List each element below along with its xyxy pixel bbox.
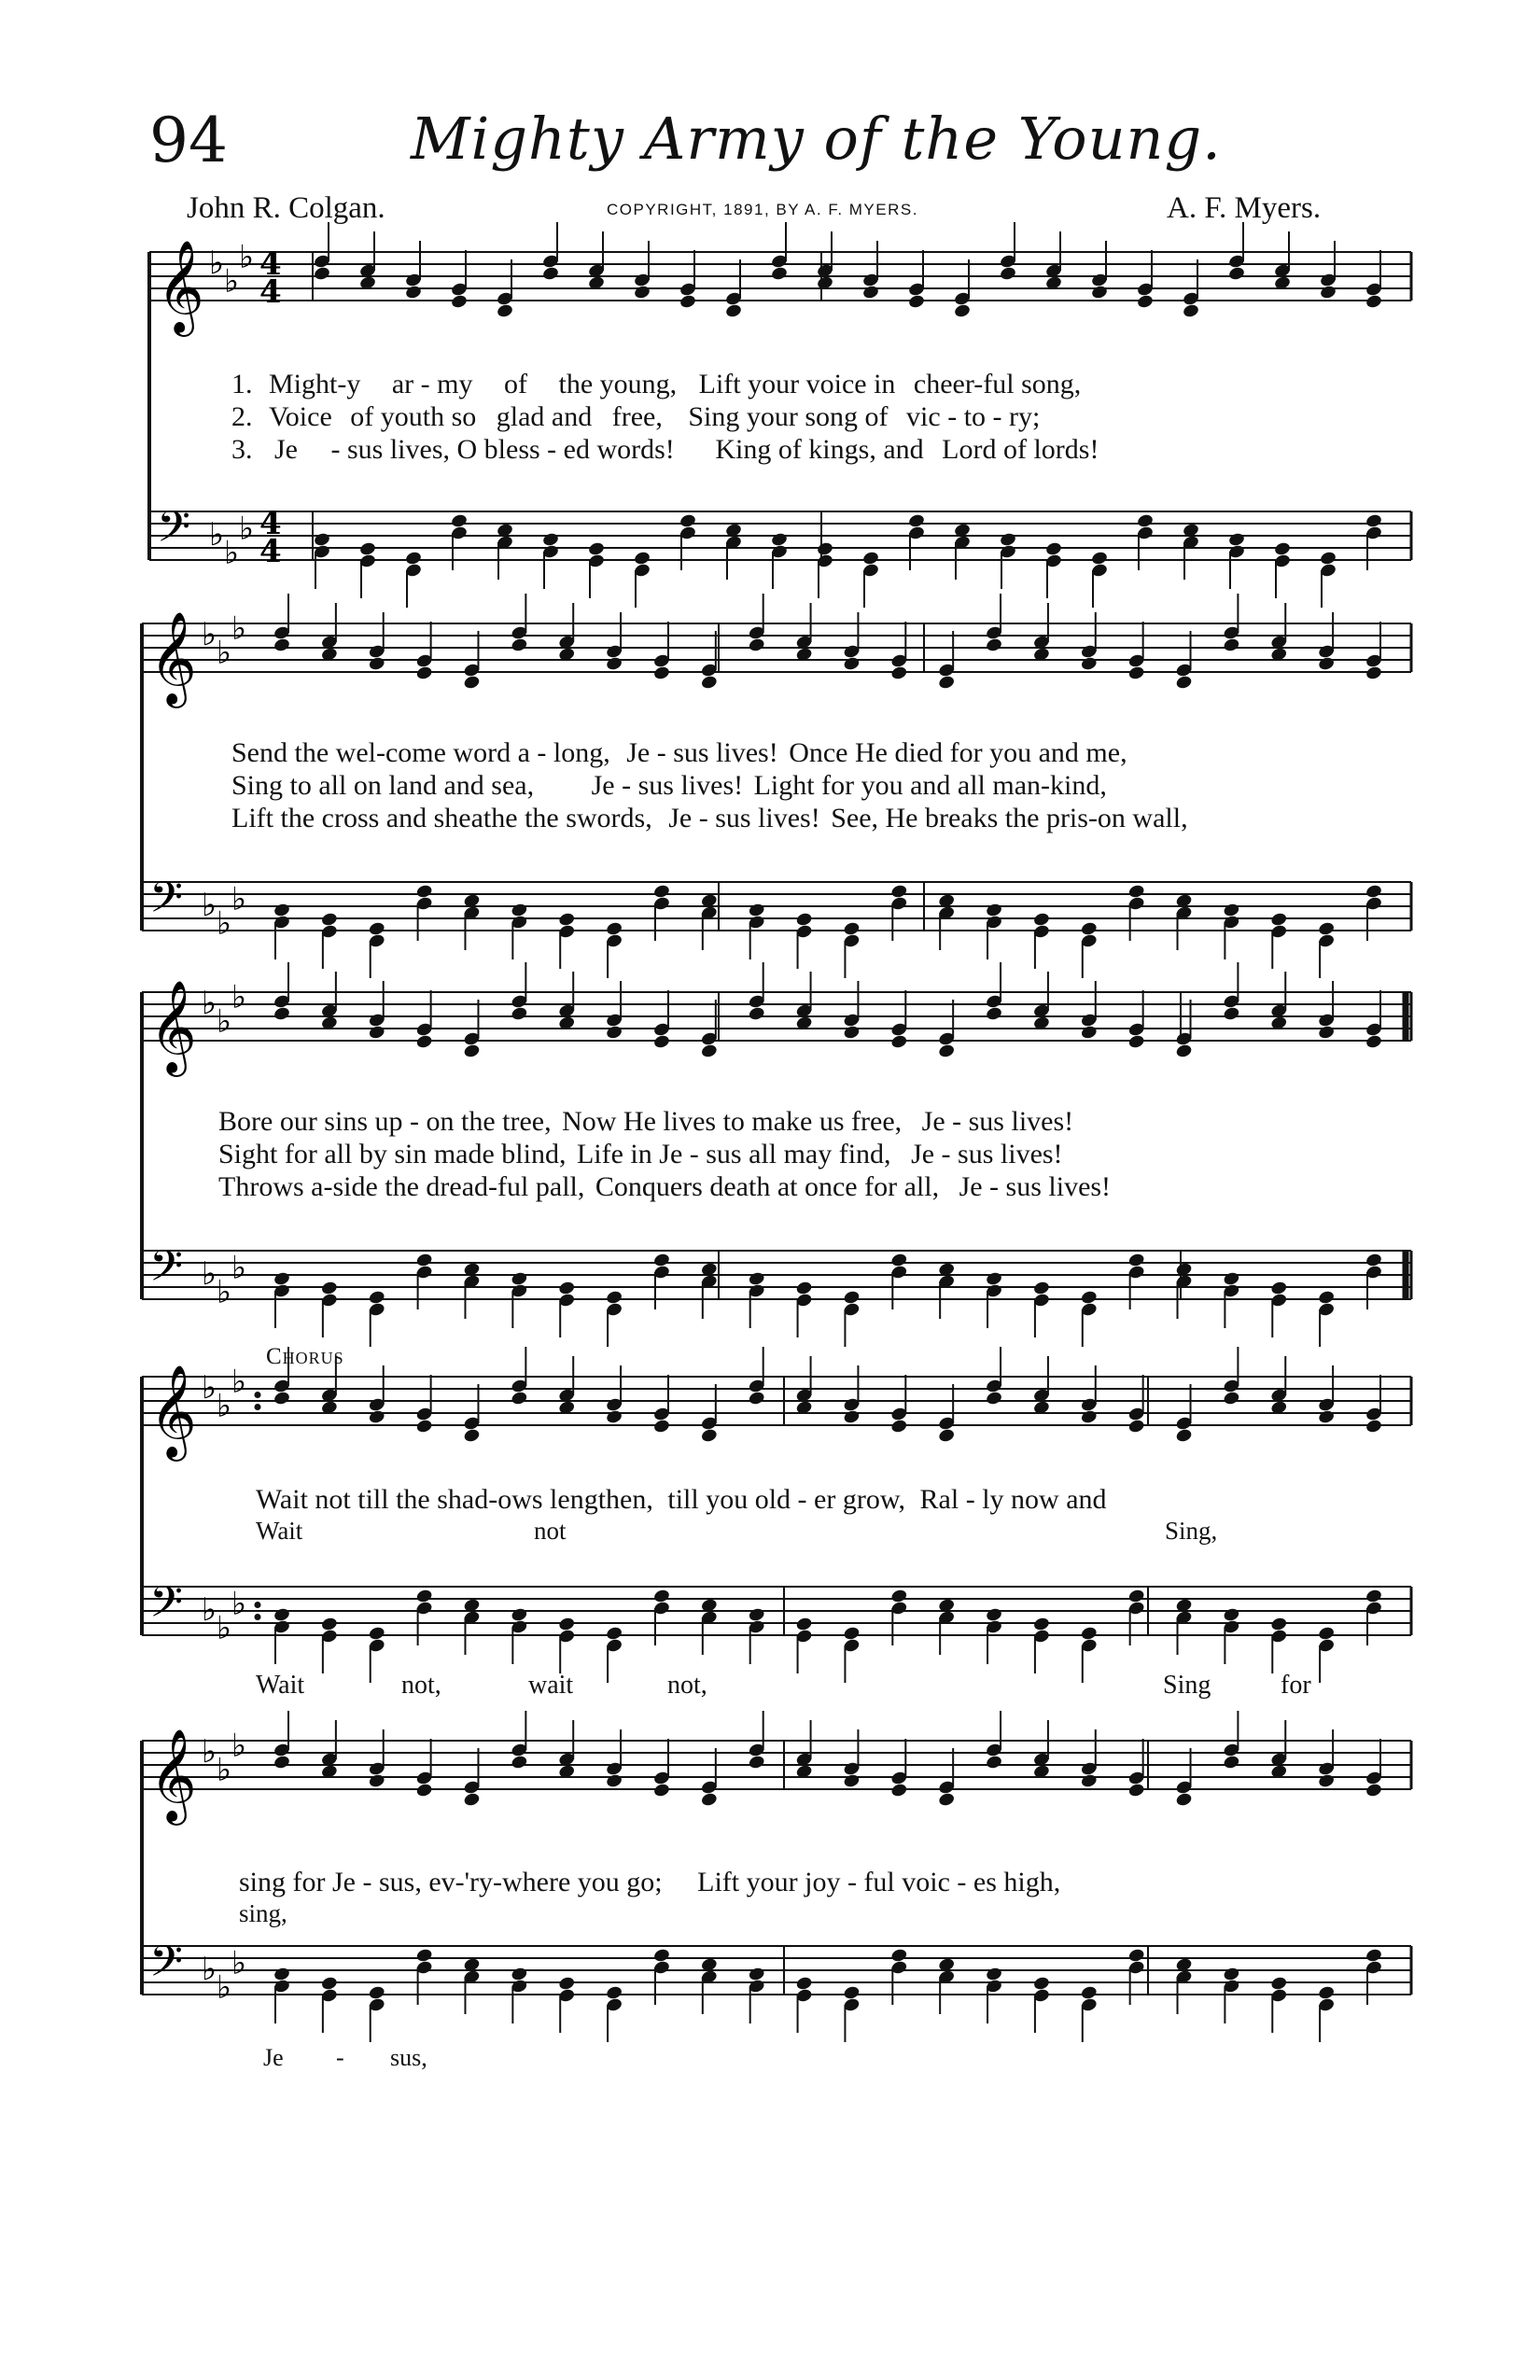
note-head bbox=[679, 513, 696, 529]
bass-word-sus: sus, bbox=[390, 2044, 427, 2071]
chorus-echo-wait: Wait bbox=[256, 1517, 303, 1545]
chorus-line-2: sing for Je - sus, ev-'ry-where you go; Lift your joy - ful voic - es high, bbox=[239, 1867, 1061, 1897]
note-head bbox=[606, 1626, 623, 1642]
flat-icon: ♭ bbox=[231, 1727, 247, 1765]
note-head bbox=[748, 1755, 765, 1771]
note-head bbox=[511, 1607, 528, 1623]
note-head bbox=[633, 285, 651, 301]
note-head bbox=[1175, 1043, 1193, 1059]
verse-3-line-3: Throws a-side the dread-ful pall, Conquers death at once for all, Je - sus lives! bbox=[218, 1171, 1112, 1202]
time-signature-top: 4 bbox=[259, 505, 282, 542]
note-head bbox=[1127, 665, 1145, 681]
lyricist: John R. Colgan. bbox=[187, 191, 385, 225]
note-head bbox=[652, 1253, 670, 1268]
note-head bbox=[1090, 551, 1108, 567]
note-head bbox=[700, 1792, 718, 1808]
flat-icon: ♭ bbox=[202, 1591, 217, 1629]
note-head bbox=[415, 1034, 433, 1050]
note-head bbox=[1318, 1025, 1336, 1041]
note-head bbox=[748, 1006, 765, 1022]
note-head bbox=[463, 1792, 481, 1808]
note-head bbox=[1127, 1419, 1145, 1435]
note-head bbox=[404, 285, 422, 301]
note-head bbox=[1080, 1626, 1098, 1642]
note-head bbox=[843, 1985, 861, 2001]
note-head bbox=[511, 1006, 528, 1022]
note-head bbox=[907, 513, 925, 529]
verse-1-line-1: 1. Might-y ar - my of the young, Lift your voice in cheer-ful song, bbox=[231, 369, 1082, 399]
verse-3-line-1: 3. Je - sus lives, O bless - ed words! King of kings, and Lord of lords! bbox=[231, 434, 1099, 465]
note-head bbox=[679, 294, 696, 310]
flat-icon: ♭ bbox=[202, 1733, 217, 1771]
note-head bbox=[1080, 1985, 1098, 2001]
note-head bbox=[748, 1967, 765, 1982]
note-head bbox=[1270, 1281, 1288, 1296]
note-head bbox=[606, 1773, 623, 1789]
note-head bbox=[700, 675, 718, 691]
flat-icon: ♭ bbox=[202, 1369, 217, 1407]
note-head bbox=[652, 1419, 670, 1435]
flat-icon: ♭ bbox=[209, 516, 225, 553]
note-head bbox=[558, 1976, 576, 1992]
bass-word-not-2: not, bbox=[667, 1671, 707, 1700]
flat-icon: ♭ bbox=[239, 510, 255, 548]
note-head bbox=[273, 1967, 290, 1982]
note-head bbox=[1127, 1034, 1145, 1050]
bass-clef-icon: 𝄢 bbox=[157, 502, 191, 563]
note-head bbox=[1365, 1419, 1382, 1435]
note-head bbox=[606, 921, 623, 937]
repeat-dot bbox=[255, 1614, 261, 1620]
note-head bbox=[415, 1783, 433, 1799]
flat-icon: ♭ bbox=[217, 1002, 232, 1041]
note-head bbox=[953, 303, 971, 319]
note-head bbox=[985, 1967, 1002, 1982]
note-head bbox=[463, 1428, 481, 1444]
verse-3-line-2: Lift the cross and sheathe the swords, Je - sus lives! See, He breaks the pris-on wall, bbox=[231, 803, 1188, 833]
note-head bbox=[890, 1253, 908, 1268]
note-head bbox=[1365, 884, 1382, 900]
note-head bbox=[1318, 1773, 1336, 1789]
note-head bbox=[652, 1948, 670, 1964]
flat-icon: ♭ bbox=[202, 887, 217, 924]
hymn-title: Mighty Army of the Young. bbox=[411, 105, 1222, 173]
note-head bbox=[1318, 921, 1336, 937]
note-head bbox=[890, 1034, 908, 1050]
note-head bbox=[748, 1607, 765, 1623]
flat-icon: ♭ bbox=[231, 978, 247, 1016]
note-head bbox=[1365, 1948, 1382, 1964]
note-head bbox=[770, 532, 788, 548]
note-head bbox=[795, 1281, 813, 1296]
note-head bbox=[1318, 656, 1336, 672]
note-head bbox=[1319, 285, 1337, 301]
note-head bbox=[1223, 1006, 1240, 1022]
flat-icon: ♭ bbox=[209, 245, 225, 282]
note-head bbox=[843, 1025, 861, 1041]
note-head bbox=[861, 285, 879, 301]
note-head bbox=[1127, 1253, 1145, 1268]
repeat-dot bbox=[255, 1392, 261, 1398]
note-head bbox=[273, 1391, 290, 1407]
note-head bbox=[511, 1271, 528, 1287]
bass-clef-icon: 𝄢 bbox=[149, 1937, 184, 1997]
note-head bbox=[816, 541, 833, 557]
note-head bbox=[985, 637, 1002, 653]
note-head bbox=[1318, 1985, 1336, 2001]
note-head bbox=[1175, 1792, 1193, 1808]
note-head bbox=[415, 1589, 433, 1604]
note-head bbox=[1223, 1391, 1240, 1407]
note-head bbox=[1136, 294, 1154, 310]
note-head bbox=[368, 1773, 385, 1789]
note-head bbox=[415, 665, 433, 681]
flat-icon: ♭ bbox=[202, 985, 217, 1022]
bass-word-wait-2: wait bbox=[528, 1671, 574, 1700]
note-head bbox=[770, 266, 788, 282]
note-head bbox=[1365, 294, 1382, 310]
note-head bbox=[890, 1419, 908, 1435]
flat-icon: ♭ bbox=[217, 1751, 232, 1789]
flat-icon: ♭ bbox=[231, 880, 247, 918]
note-head bbox=[1175, 675, 1193, 691]
flat-icon: ♭ bbox=[202, 616, 217, 653]
note-head bbox=[843, 1626, 861, 1642]
treble-clef-icon: 𝄞 bbox=[149, 611, 197, 705]
flat-icon: ♭ bbox=[217, 634, 232, 672]
note-head bbox=[1223, 637, 1240, 653]
note-head bbox=[1318, 1409, 1336, 1425]
flat-icon: ♭ bbox=[231, 1944, 247, 1982]
note-head bbox=[1044, 541, 1062, 557]
note-head bbox=[1080, 921, 1098, 937]
flat-icon: ♭ bbox=[224, 262, 240, 301]
note-head bbox=[999, 532, 1016, 548]
chorus-line-1: Wait not till the shad-ows lengthen, till you old - er grow, Ral - ly now and bbox=[256, 1484, 1107, 1515]
note-head bbox=[450, 513, 468, 529]
note-head bbox=[1127, 1948, 1145, 1964]
note-head bbox=[320, 912, 338, 928]
note-head bbox=[938, 1428, 956, 1444]
note-head bbox=[1136, 513, 1154, 529]
note-head bbox=[368, 656, 385, 672]
note-head bbox=[368, 921, 385, 937]
verse-2-line-3: Sight for all by sin made blind, Life in Je - sus all may find, Je - sus lives! bbox=[218, 1139, 1063, 1169]
time-signature-bottom: 4 bbox=[259, 273, 282, 311]
note-head bbox=[1127, 1783, 1145, 1799]
note-head bbox=[700, 1043, 718, 1059]
note-head bbox=[511, 1391, 528, 1407]
flat-icon: ♭ bbox=[239, 238, 255, 276]
note-head bbox=[511, 637, 528, 653]
note-head bbox=[652, 665, 670, 681]
note-head bbox=[1080, 1773, 1098, 1789]
treble-clef-icon: 𝄞 bbox=[157, 240, 204, 333]
note-head bbox=[724, 303, 742, 319]
note-head bbox=[748, 1391, 765, 1407]
flat-icon: ♭ bbox=[217, 1273, 232, 1311]
note-head bbox=[795, 912, 813, 928]
note-head bbox=[415, 1419, 433, 1435]
note-head bbox=[890, 1948, 908, 1964]
verse-2-line-1: 2. Voice of youth so glad and free, Sing your song of vic - to - ry; bbox=[231, 401, 1041, 432]
note-head bbox=[415, 1948, 433, 1964]
note-head bbox=[587, 541, 605, 557]
note-head bbox=[606, 656, 623, 672]
flat-icon: ♭ bbox=[231, 1585, 247, 1623]
flat-icon: ♭ bbox=[231, 1363, 247, 1401]
note-head bbox=[1032, 1617, 1050, 1632]
note-head bbox=[985, 1607, 1002, 1623]
note-head bbox=[843, 656, 861, 672]
note-head bbox=[1223, 1607, 1240, 1623]
note-head bbox=[1273, 541, 1291, 557]
verse-1-line-2: Send the wel-come word a - long, Je - sus lives! Once He died for you and me, bbox=[231, 737, 1127, 768]
note-head bbox=[368, 1985, 385, 2001]
note-head bbox=[795, 1976, 813, 1992]
note-head bbox=[1227, 266, 1245, 282]
time-signature-bottom: 4 bbox=[259, 533, 282, 570]
note-head bbox=[890, 1783, 908, 1799]
note-head bbox=[1365, 513, 1382, 529]
note-head bbox=[1227, 532, 1245, 548]
note-head bbox=[843, 1290, 861, 1306]
chorus-label: Chorus bbox=[266, 1344, 344, 1369]
verse-2-line-2: Sing to all on land and sea, Je - sus lives! Light for you and all man-kind, bbox=[231, 770, 1107, 801]
note-head bbox=[320, 1976, 338, 1992]
verse-1-line-3: Bore our sins up - on the tree, Now He lives to make us free, Je - sus lives! bbox=[218, 1106, 1074, 1137]
note-head bbox=[1223, 1967, 1240, 1982]
treble-clef-icon: 𝄞 bbox=[149, 1365, 197, 1458]
note-head bbox=[368, 1025, 385, 1041]
note-head bbox=[273, 1006, 290, 1022]
repeat-dot bbox=[255, 1404, 261, 1410]
flat-icon: ♭ bbox=[217, 1609, 232, 1647]
note-head bbox=[1223, 1755, 1240, 1771]
note-head bbox=[748, 1271, 765, 1287]
note-head bbox=[999, 266, 1016, 282]
note-head bbox=[1319, 551, 1337, 567]
bass-word-je: Je bbox=[263, 2044, 284, 2071]
note-head bbox=[1270, 1976, 1288, 1992]
chorus-echo-sing-2: sing, bbox=[239, 1899, 287, 1927]
note-head bbox=[558, 1281, 576, 1296]
note-head bbox=[511, 1755, 528, 1771]
note-head bbox=[463, 675, 481, 691]
note-head bbox=[541, 266, 559, 282]
note-head bbox=[652, 1589, 670, 1604]
treble-clef-icon: 𝄞 bbox=[149, 980, 197, 1073]
note-head bbox=[313, 266, 330, 282]
note-head bbox=[415, 1253, 433, 1268]
note-head bbox=[1127, 884, 1145, 900]
note-head bbox=[404, 551, 422, 567]
note-head bbox=[843, 1409, 861, 1425]
note-head bbox=[907, 294, 925, 310]
note-head bbox=[1080, 1025, 1098, 1041]
note-head bbox=[938, 675, 956, 691]
note-head bbox=[1127, 1589, 1145, 1604]
note-head bbox=[1080, 656, 1098, 672]
note-head bbox=[463, 1043, 481, 1059]
note-head bbox=[652, 1034, 670, 1050]
note-head bbox=[606, 1290, 623, 1306]
composer: A. F. Myers. bbox=[1167, 191, 1322, 225]
note-head bbox=[606, 1985, 623, 2001]
note-head bbox=[633, 551, 651, 567]
note-head bbox=[1365, 1589, 1382, 1604]
note-head bbox=[1270, 912, 1288, 928]
note-head bbox=[985, 1271, 1002, 1287]
bass-clef-icon: 𝄢 bbox=[149, 873, 184, 933]
note-head bbox=[1182, 303, 1199, 319]
note-head bbox=[496, 303, 513, 319]
note-head bbox=[1318, 1290, 1336, 1306]
note-head bbox=[606, 1025, 623, 1041]
flat-icon: ♭ bbox=[217, 904, 232, 943]
note-head bbox=[415, 884, 433, 900]
note-head bbox=[985, 1755, 1002, 1771]
note-head bbox=[511, 1967, 528, 1982]
bass-clef-icon: 𝄢 bbox=[149, 1577, 184, 1638]
note-head bbox=[890, 884, 908, 900]
copyright-notice: COPYRIGHT, 1891, BY A. F. MYERS. bbox=[607, 201, 918, 218]
note-head bbox=[890, 665, 908, 681]
note-head bbox=[558, 1617, 576, 1632]
note-head bbox=[843, 1773, 861, 1789]
note-head bbox=[700, 1428, 718, 1444]
note-head bbox=[1365, 1034, 1382, 1050]
note-head bbox=[273, 637, 290, 653]
flat-icon: ♭ bbox=[224, 534, 240, 572]
note-head bbox=[273, 1755, 290, 1771]
bass-word-wait-1: Wait bbox=[256, 1671, 305, 1700]
note-head bbox=[652, 884, 670, 900]
note-head bbox=[450, 294, 468, 310]
note-head bbox=[985, 1006, 1002, 1022]
note-head bbox=[1223, 1271, 1240, 1287]
note-head bbox=[1318, 1626, 1336, 1642]
note-head bbox=[320, 1617, 338, 1632]
note-head bbox=[558, 912, 576, 928]
note-head bbox=[1223, 903, 1240, 918]
note-head bbox=[358, 541, 376, 557]
note-head bbox=[511, 903, 528, 918]
note-head bbox=[541, 532, 559, 548]
note-head bbox=[748, 903, 765, 918]
note-head bbox=[938, 1043, 956, 1059]
note-head bbox=[313, 532, 330, 548]
note-head bbox=[273, 903, 290, 918]
hymn-number: 94 bbox=[149, 105, 228, 176]
bass-clef-icon: 𝄢 bbox=[149, 1241, 184, 1302]
note-head bbox=[1365, 1253, 1382, 1268]
note-head bbox=[1032, 1281, 1050, 1296]
bass-word-dash: - bbox=[336, 2044, 344, 2071]
note-head bbox=[368, 1409, 385, 1425]
note-head bbox=[1080, 1290, 1098, 1306]
note-head bbox=[320, 1281, 338, 1296]
flat-icon: ♭ bbox=[231, 609, 247, 648]
flat-icon: ♭ bbox=[217, 1387, 232, 1425]
note-head bbox=[368, 1290, 385, 1306]
treble-clef-icon: 𝄞 bbox=[149, 1729, 197, 1822]
note-head bbox=[985, 1391, 1002, 1407]
note-head bbox=[273, 1607, 290, 1623]
note-head bbox=[273, 1271, 290, 1287]
flat-icon: ♭ bbox=[231, 1249, 247, 1287]
bass-word-sing: Sing bbox=[1163, 1671, 1211, 1700]
note-head bbox=[1080, 1409, 1098, 1425]
note-head bbox=[1365, 665, 1382, 681]
flat-icon: ♭ bbox=[217, 1968, 232, 2007]
note-head bbox=[1365, 1783, 1382, 1799]
note-head bbox=[890, 1589, 908, 1604]
chorus-echo-sing: Sing, bbox=[1165, 1517, 1218, 1545]
note-head bbox=[1270, 1617, 1288, 1632]
note-head bbox=[1032, 912, 1050, 928]
flat-icon: ♭ bbox=[202, 1951, 217, 1988]
note-head bbox=[938, 1792, 956, 1808]
note-head bbox=[748, 637, 765, 653]
note-head bbox=[843, 921, 861, 937]
note-head bbox=[652, 1783, 670, 1799]
bass-word-for: for bbox=[1281, 1671, 1311, 1700]
note-head bbox=[606, 1409, 623, 1425]
note-head bbox=[1032, 1976, 1050, 1992]
note-head bbox=[861, 551, 879, 567]
chorus-echo-not: not bbox=[534, 1517, 567, 1545]
note-head bbox=[368, 1626, 385, 1642]
note-head bbox=[1090, 285, 1108, 301]
note-head bbox=[795, 1617, 813, 1632]
time-signature-top: 4 bbox=[259, 245, 282, 283]
note-head bbox=[1175, 1428, 1193, 1444]
flat-icon: ♭ bbox=[202, 1255, 217, 1293]
note-head bbox=[985, 903, 1002, 918]
bass-word-not-1: not, bbox=[401, 1671, 441, 1700]
repeat-dot bbox=[255, 1602, 261, 1608]
